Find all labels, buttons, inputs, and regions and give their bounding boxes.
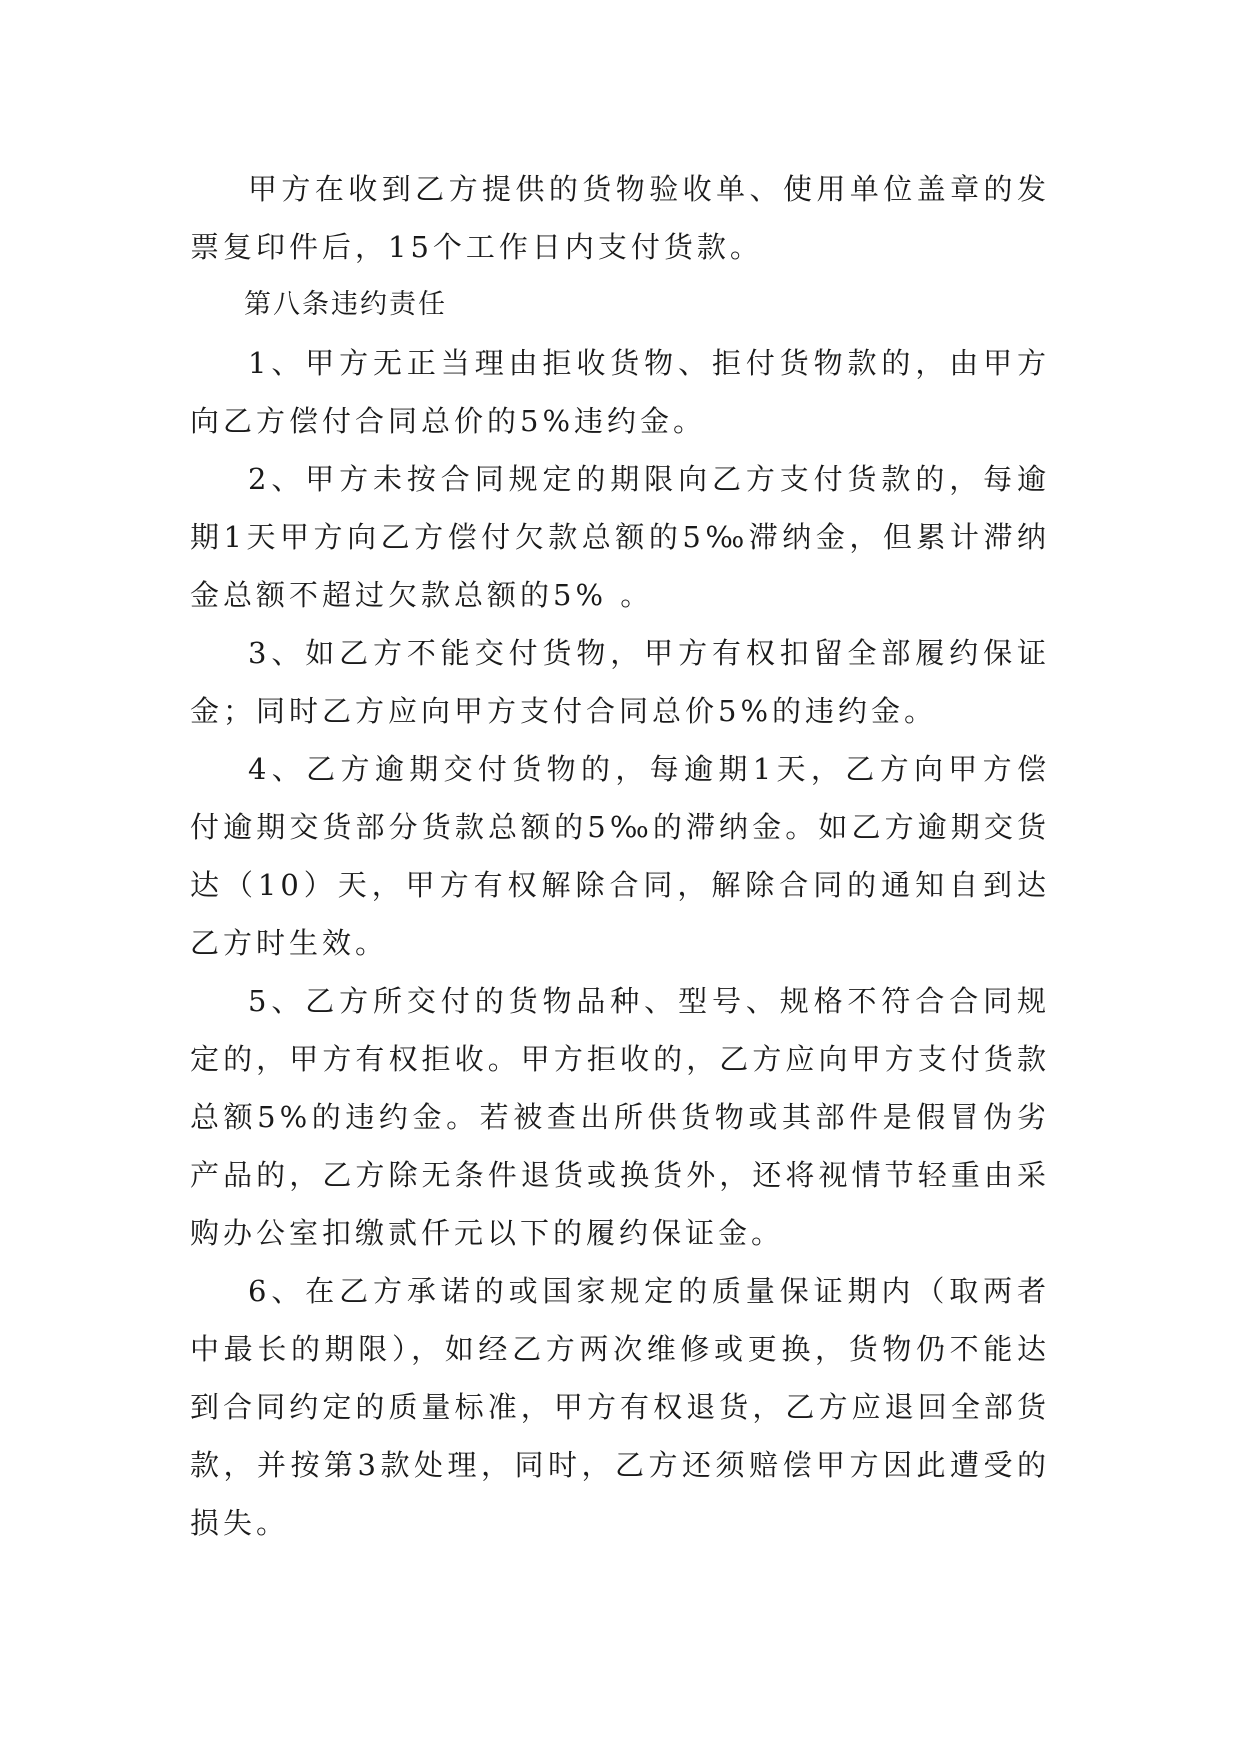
section-heading-breach-liability: 第八条违约责任 [244, 289, 447, 320]
clause-5: 5、乙方所交付的货物品种、型号、规格不符合合同规定的，甲方有权拒收。甲方拒收的，乙方应向甲方支付货款总额5%的违约金。若被查出所供货物或其部件是假冒伪劣产品的，乙方除无条件退货或换货外，还将视情节轻重由采购办公室扣缴贰仟元以下的履约保证金。 [190, 984, 1050, 1250]
clause-4: 4、乙方逾期交付货物的，每逾期1天，乙方向甲方偿付逾期交货部分货款总额的5‰的滞纳金。如乙方逾期交货达（10）天，甲方有权解除合同，解除合同的通知自到达乙方时生效。 [190, 752, 1050, 960]
clause-6: 6、在乙方承诺的或国家规定的质量保证期内（取两者中最长的期限），如经乙方两次维修或更换，货物仍不能达到合同约定的质量标准，甲方有权退货，乙方应退回全部货款，并按第3款处理，同时，乙方还须赔偿甲方因此遭受的损失。 [190, 1274, 1050, 1540]
paragraph-payment-terms: 甲方在收到乙方提供的货物验收单、使用单位盖章的发票复印件后，15个工作日内支付货款。 [190, 172, 1050, 264]
document-body [190, 160, 1050, 1552]
clause-3: 3、如乙方不能交付货物，甲方有权扣留全部履约保证金；同时乙方应向甲方支付合同总价5%的违约金。 [190, 636, 1050, 728]
clause-1: 1、甲方无正当理由拒收货物、拒付货物款的，由甲方向乙方偿付合同总价的5%违约金。 [190, 346, 1050, 438]
clause-2: 2、甲方未按合同规定的期限向乙方支付货款的，每逾期1天甲方向乙方偿付欠款总额的5‰滞纳金，但累计滞纳金总额不超过欠款总额的5% 。 [190, 462, 1050, 612]
